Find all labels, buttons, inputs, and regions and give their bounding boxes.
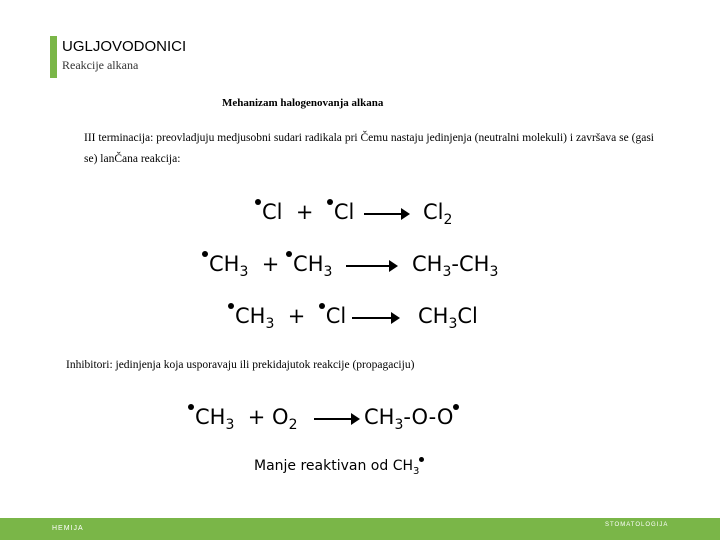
slide-subtitle: Reakcije alkana: [62, 58, 139, 72]
reaction-arrow: [346, 265, 396, 267]
accent-bar: [50, 36, 57, 78]
inhibitor-reaction-product: [364, 407, 460, 432]
subscript: 3: [394, 417, 404, 433]
note-text: Manje reaktivan od CH: [254, 458, 414, 474]
plus-sign: +: [287, 304, 306, 328]
footer-left-label: HEMIJA: [52, 525, 84, 532]
radical-dot: [319, 303, 325, 309]
termination-paragraph: III terminacija: preovladjuju medjusobni sudari radikala pri Čemu nastaju jedinjenja (neutralni molekuli) i završava se (gasi se) lanČana reakcija:: [84, 132, 654, 165]
subscript: 3: [489, 264, 499, 280]
reactant: CH: [209, 252, 240, 276]
reaction-arrow: [314, 418, 358, 420]
reaction-arrow: [364, 213, 408, 215]
inhibitors-text: Inhibitori: jedinjenja koja usporavaju ili prekidajutok reakcije (propagaciju): [66, 359, 415, 371]
product: CH: [418, 304, 449, 328]
radical-dot: [202, 251, 208, 257]
radical-dot: [188, 404, 194, 410]
reactant: Cl: [333, 200, 355, 224]
subscript: 3: [323, 264, 333, 280]
plus-sign: +: [261, 252, 280, 276]
subscript: 2: [288, 417, 298, 433]
plus-sign: +: [247, 405, 266, 429]
reactant: Cl: [262, 200, 283, 224]
section-heading: Mehanizam halogenovanja alkana: [222, 97, 384, 109]
product: -CH: [451, 252, 490, 276]
radical-dot: [255, 199, 261, 205]
subscript: 3: [265, 316, 275, 332]
reactant: O: [272, 405, 289, 429]
reactant: CH: [235, 304, 266, 328]
reaction-1-reactants: [255, 202, 354, 223]
reaction-2-product: [412, 254, 498, 279]
radical-dot: [453, 404, 459, 410]
reaction-3-reactants: [228, 306, 346, 331]
subscript: 3: [448, 316, 458, 332]
radical-dot: [286, 251, 292, 257]
subscript: 3: [413, 465, 420, 477]
slide-title: UGLJOVODONICI: [62, 38, 187, 55]
footer-bar: [0, 518, 720, 540]
reaction-arrow: [352, 317, 398, 319]
product: Cl: [457, 304, 478, 328]
subscript: 3: [442, 264, 452, 280]
reaction-2-reactants: [202, 254, 332, 279]
subscript: 3: [225, 417, 235, 433]
reactivity-note: [254, 458, 425, 477]
subscript: 2: [443, 212, 453, 228]
footer-right-label: STOMATOLOGIJA: [605, 522, 669, 528]
radical-dot: [228, 303, 234, 309]
radical-dot: [327, 199, 333, 205]
reaction-3-product: [418, 306, 478, 331]
plus-sign: +: [295, 200, 314, 224]
product: -O-O: [403, 405, 454, 429]
product: CH: [364, 405, 395, 429]
reactant: CH: [195, 405, 226, 429]
reactant: Cl: [325, 304, 347, 328]
radical-dot: [419, 457, 424, 462]
product: Cl: [423, 200, 444, 224]
reaction-1-product: [423, 202, 452, 227]
reactant: CH: [293, 252, 324, 276]
product: CH: [412, 252, 443, 276]
inhibitor-reaction-reactants: [188, 407, 298, 432]
subscript: 3: [239, 264, 249, 280]
